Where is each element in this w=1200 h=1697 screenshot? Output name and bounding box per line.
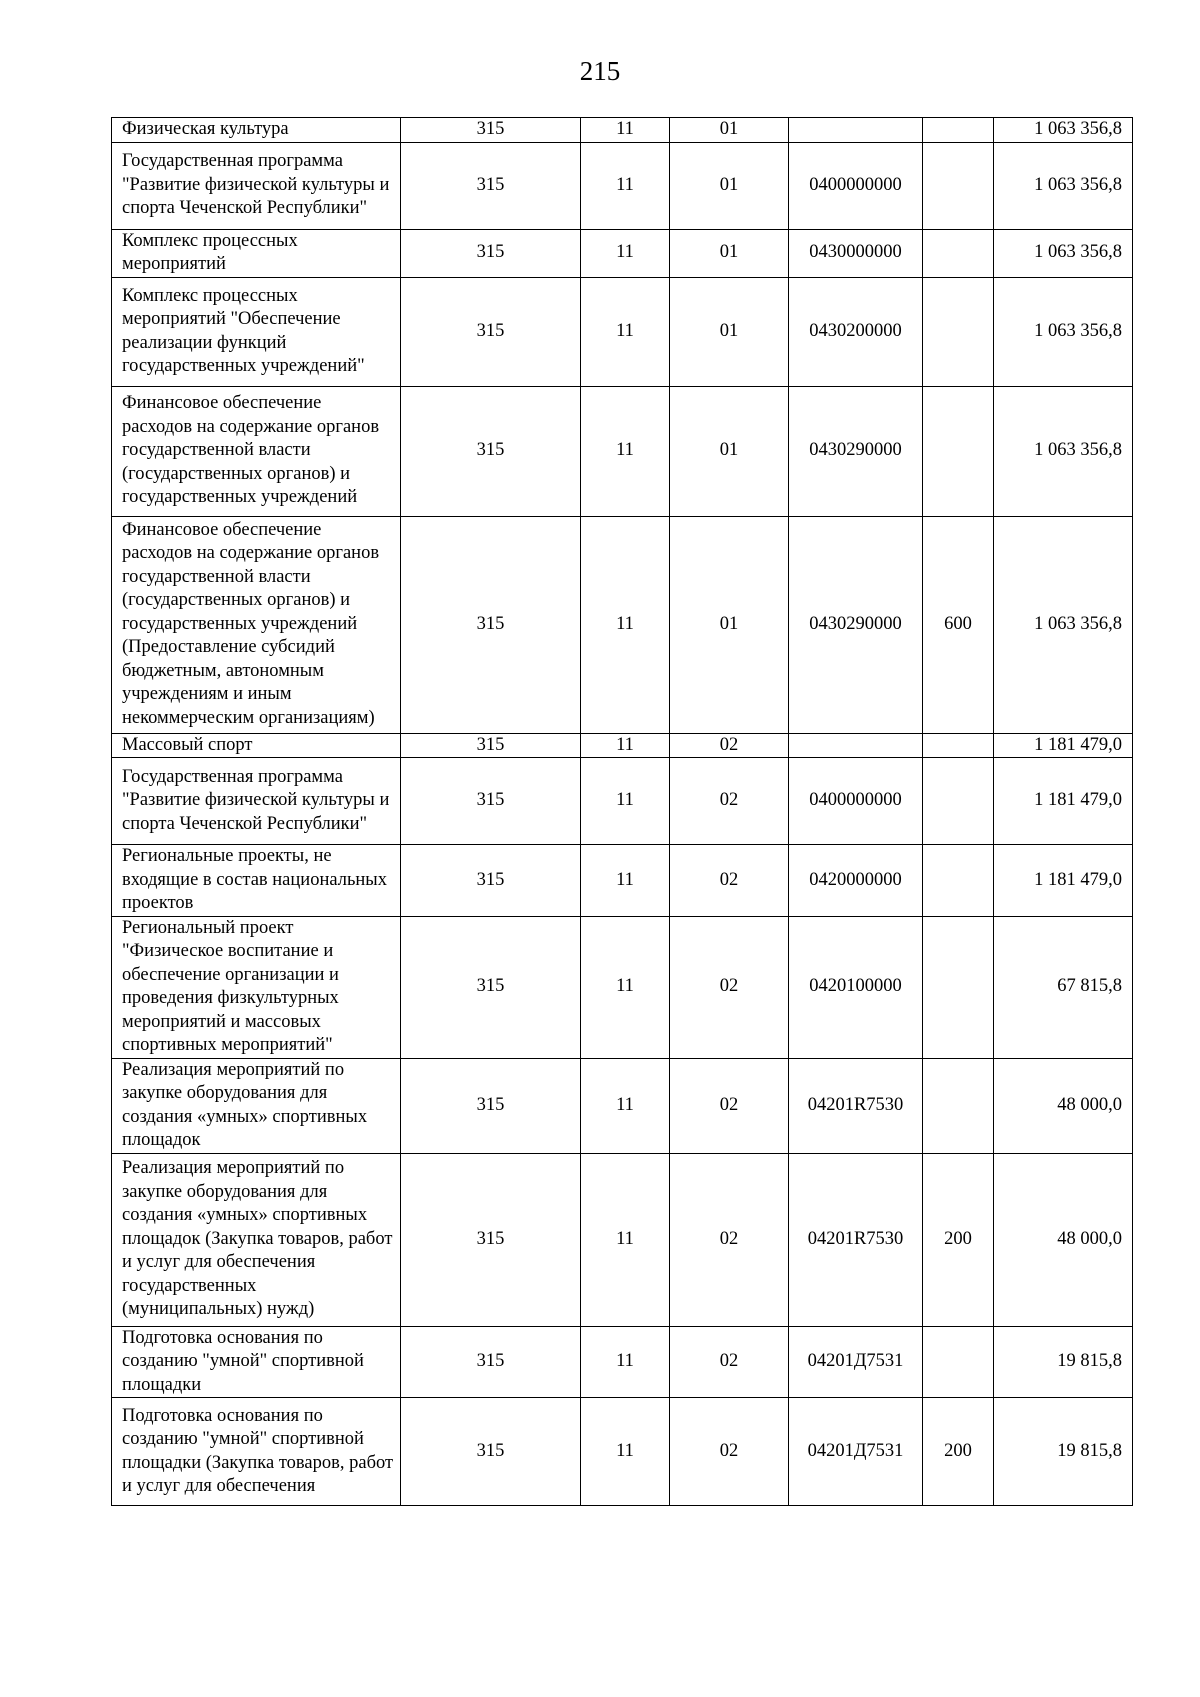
- amount-cell: 1 181 479,0: [994, 845, 1133, 917]
- ministry-code-cell: 315: [401, 1058, 581, 1153]
- ministry-code-cell: 315: [401, 758, 581, 845]
- target-code-cell: 0400000000: [789, 758, 923, 845]
- target-code-cell: 04201Д7531: [789, 1398, 923, 1506]
- ministry-code-cell: 315: [401, 118, 581, 143]
- amount-cell: 67 815,8: [994, 916, 1133, 1058]
- row-name-cell: Региональный проект "Физическое воспитание и обеспечение организации и проведения физкультурных мероприятий и массовых спортивных мероприятий": [112, 916, 401, 1058]
- subsection-code-cell: 02: [670, 733, 789, 758]
- budget-table: [111, 117, 1133, 1506]
- section-code-cell: 11: [581, 142, 670, 229]
- target-code-cell: [789, 733, 923, 758]
- expense-type-cell: [923, 118, 994, 143]
- ministry-code-cell: 315: [401, 845, 581, 917]
- table-row: [112, 1326, 1133, 1398]
- amount-cell: 19 815,8: [994, 1398, 1133, 1506]
- table-row: [112, 142, 1133, 229]
- ministry-code-cell: 315: [401, 229, 581, 277]
- table-row: [112, 386, 1133, 516]
- target-code-cell: 0430290000: [789, 516, 923, 733]
- target-code-cell: 0430200000: [789, 277, 923, 386]
- expense-type-cell: 600: [923, 516, 994, 733]
- row-name-cell: Массовый спорт: [112, 733, 401, 758]
- expense-type-cell: 200: [923, 1398, 994, 1506]
- ministry-code-cell: 315: [401, 1398, 581, 1506]
- ministry-code-cell: 315: [401, 386, 581, 516]
- expense-type-cell: [923, 1326, 994, 1398]
- target-code-cell: 0400000000: [789, 142, 923, 229]
- table-row: [112, 118, 1133, 143]
- table-row: [112, 516, 1133, 733]
- row-name-cell: Финансовое обеспечение расходов на содержание органов государственной власти (государственных органов) и государственных учреждений: [112, 386, 401, 516]
- section-code-cell: 11: [581, 1153, 670, 1326]
- row-name-cell: Физическая культура: [112, 118, 401, 143]
- table-row: [112, 1058, 1133, 1153]
- amount-cell: 1 063 356,8: [994, 142, 1133, 229]
- table-row: [112, 229, 1133, 277]
- subsection-code-cell: 02: [670, 1326, 789, 1398]
- ministry-code-cell: 315: [401, 1153, 581, 1326]
- subsection-code-cell: 02: [670, 1398, 789, 1506]
- ministry-code-cell: 315: [401, 142, 581, 229]
- section-code-cell: 11: [581, 1058, 670, 1153]
- target-code-cell: 0420100000: [789, 916, 923, 1058]
- row-name-cell: Комплекс процессных мероприятий: [112, 229, 401, 277]
- section-code-cell: 11: [581, 229, 670, 277]
- subsection-code-cell: 01: [670, 386, 789, 516]
- amount-cell: 48 000,0: [994, 1153, 1133, 1326]
- ministry-code-cell: 315: [401, 916, 581, 1058]
- expense-type-cell: [923, 1058, 994, 1153]
- section-code-cell: 11: [581, 733, 670, 758]
- table-row: [112, 733, 1133, 758]
- row-name-cell: Комплекс процессных мероприятий "Обеспечение реализации функций государственных учреждений": [112, 277, 401, 386]
- expense-type-cell: [923, 142, 994, 229]
- subsection-code-cell: 02: [670, 1058, 789, 1153]
- target-code-cell: 0430000000: [789, 229, 923, 277]
- section-code-cell: 11: [581, 277, 670, 386]
- subsection-code-cell: 01: [670, 118, 789, 143]
- amount-cell: 1 063 356,8: [994, 118, 1133, 143]
- row-name-cell: Реализация мероприятий по закупке оборудования для создания «умных» спортивных площадок (Закупка товаров, работ и услуг для обеспечения государственных (муниципальных) нужд): [112, 1153, 401, 1326]
- expense-type-cell: 200: [923, 1153, 994, 1326]
- row-name-cell: Реализация мероприятий по закупке оборудования для создания «умных» спортивных площадок: [112, 1058, 401, 1153]
- table-row: [112, 845, 1133, 917]
- expense-type-cell: [923, 386, 994, 516]
- table-row: [112, 1398, 1133, 1506]
- row-name-cell: Государственная программа "Развитие физической культуры и спорта Чеченской Республики": [112, 142, 401, 229]
- table-row: [112, 758, 1133, 845]
- table-body: [112, 118, 1133, 1506]
- section-code-cell: 11: [581, 1326, 670, 1398]
- target-code-cell: [789, 118, 923, 143]
- target-code-cell: 0420000000: [789, 845, 923, 917]
- amount-cell: 1 181 479,0: [994, 758, 1133, 845]
- row-name-cell: Региональные проекты, не входящие в состав национальных проектов: [112, 845, 401, 917]
- amount-cell: 1 063 356,8: [994, 516, 1133, 733]
- amount-cell: 1 063 356,8: [994, 386, 1133, 516]
- target-code-cell: 0430290000: [789, 386, 923, 516]
- amount-cell: 1 063 356,8: [994, 229, 1133, 277]
- ministry-code-cell: 315: [401, 516, 581, 733]
- section-code-cell: 11: [581, 916, 670, 1058]
- expense-type-cell: [923, 733, 994, 758]
- subsection-code-cell: 01: [670, 229, 789, 277]
- section-code-cell: 11: [581, 845, 670, 917]
- expense-type-cell: [923, 758, 994, 845]
- amount-cell: 1 063 356,8: [994, 277, 1133, 386]
- ministry-code-cell: 315: [401, 277, 581, 386]
- amount-cell: 1 181 479,0: [994, 733, 1133, 758]
- expense-type-cell: [923, 916, 994, 1058]
- subsection-code-cell: 01: [670, 516, 789, 733]
- page-number: 215: [579, 56, 621, 86]
- section-code-cell: 11: [581, 516, 670, 733]
- row-name-cell: Подготовка основания по созданию "умной" спортивной площадки: [112, 1326, 401, 1398]
- target-code-cell: 04201Д7531: [789, 1326, 923, 1398]
- table-row: [112, 277, 1133, 386]
- subsection-code-cell: 01: [670, 277, 789, 386]
- table-row: [112, 916, 1133, 1058]
- subsection-code-cell: 01: [670, 142, 789, 229]
- amount-cell: 19 815,8: [994, 1326, 1133, 1398]
- section-code-cell: 11: [581, 1398, 670, 1506]
- row-name-cell: Государственная программа "Развитие физической культуры и спорта Чеченской Республики": [112, 758, 401, 845]
- table-row: [112, 1153, 1133, 1326]
- subsection-code-cell: 02: [670, 758, 789, 845]
- ministry-code-cell: 315: [401, 733, 581, 758]
- row-name-cell: Финансовое обеспечение расходов на содержание органов государственной власти (государственных органов) и государственных учреждений (Предоставление субсидий бюджетным, автономным учреждениям и иным некоммерческим организациям): [112, 516, 401, 733]
- subsection-code-cell: 02: [670, 845, 789, 917]
- subsection-code-cell: 02: [670, 916, 789, 1058]
- target-code-cell: 04201R7530: [789, 1058, 923, 1153]
- section-code-cell: 11: [581, 386, 670, 516]
- amount-cell: 48 000,0: [994, 1058, 1133, 1153]
- row-name-cell: Подготовка основания по созданию "умной" спортивной площадки (Закупка товаров, работ и услуг для обеспечения: [112, 1398, 401, 1506]
- ministry-code-cell: 315: [401, 1326, 581, 1398]
- expense-type-cell: [923, 229, 994, 277]
- section-code-cell: 11: [581, 118, 670, 143]
- section-code-cell: 11: [581, 758, 670, 845]
- expense-type-cell: [923, 277, 994, 386]
- expense-type-cell: [923, 845, 994, 917]
- subsection-code-cell: 02: [670, 1153, 789, 1326]
- target-code-cell: 04201R7530: [789, 1153, 923, 1326]
